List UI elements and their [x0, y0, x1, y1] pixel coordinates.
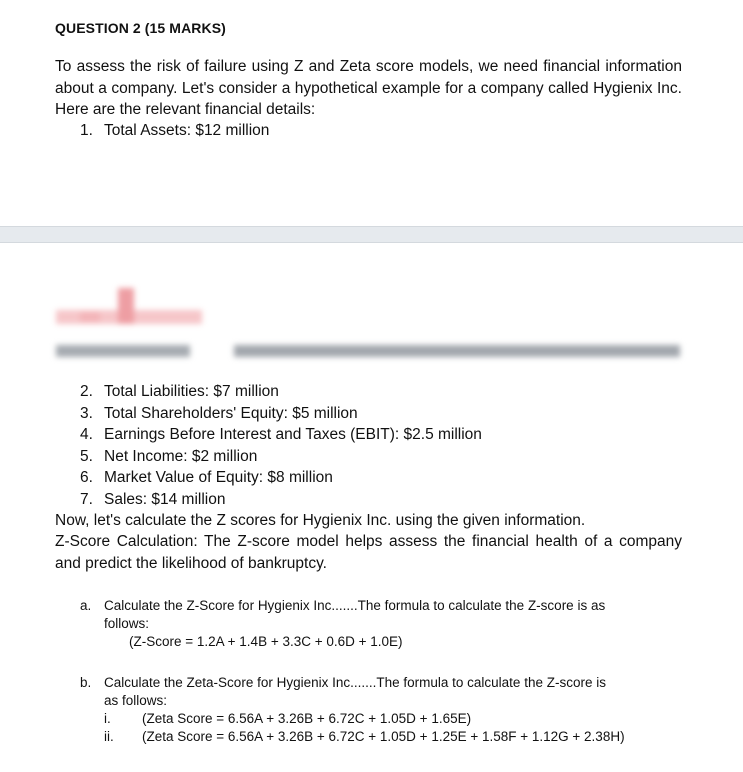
- list-number: 1.: [80, 122, 93, 139]
- list-item: [80, 467, 482, 489]
- list-item: [80, 120, 269, 142]
- question-heading: QUESTION 2 (15 MARKS): [55, 20, 226, 36]
- list-item: [80, 424, 482, 446]
- list-number: 4.: [80, 426, 93, 443]
- list-item: [80, 381, 482, 403]
- part-b-text: Calculate the Zeta-Score for Hygienix Inc.......The formula to calculate the Z-score is: [104, 675, 606, 690]
- zeta-formula: (Zeta Score = 6.56A + 3.26B + 6.72C + 1.05D + 1.25E + 1.58F + 1.12G + 2.38H): [142, 729, 625, 744]
- part-a-text: Calculate the Z-Score for Hygienix Inc.......The formula to calculate the Z-score is as: [104, 598, 606, 613]
- blurred-logo-image: [56, 282, 202, 330]
- blurred-text-right: [234, 345, 680, 357]
- roman-number: i.: [104, 711, 111, 726]
- list-text: Total Shareholders' Equity: $5 million: [104, 404, 358, 422]
- part-b: [80, 674, 700, 746]
- intro-paragraph: To assess the risk of failure using Z and Zeta score models, we need financial information about a company. Let's consider a hypothetical example for a company called Hygienix Inc. Here are the relevant financial details:: [55, 58, 682, 118]
- list-item: [80, 489, 482, 511]
- list-text: Total Assets: $12 million: [104, 122, 270, 139]
- zeta-formula-item: [80, 710, 700, 728]
- blurred-text-left: [56, 345, 190, 357]
- list-number: 5.: [80, 447, 93, 465]
- list-number: 6.: [80, 469, 93, 486]
- list-text: Sales: $14 million: [104, 490, 226, 508]
- part-a: [80, 597, 680, 651]
- page-separator: [0, 226, 743, 243]
- list-item: [80, 446, 482, 468]
- zscore-paragraph: Z-Score Calculation: The Z-score model helps assess the financial health of a company and predict the likelihood of bankruptcy.: [55, 533, 682, 572]
- part-letter: a.: [80, 598, 92, 613]
- zeta-formula-item: [80, 728, 700, 746]
- roman-number: ii.: [104, 729, 114, 744]
- list-text: Net Income: $2 million: [104, 447, 258, 465]
- zscore-formula: (Z-Score = 1.2A + 1.4B + 3.3C + 0.6D + 1.0E): [129, 634, 403, 649]
- list-item: [80, 403, 482, 425]
- list-text: Earnings Before Interest and Taxes (EBIT): $2.5 million: [104, 426, 482, 443]
- list-text: Total Liabilities: $7 million: [104, 383, 279, 400]
- financial-details-list: [80, 381, 482, 510]
- list-text: Market Value of Equity: $8 million: [104, 469, 333, 486]
- list-number: 7.: [80, 490, 93, 508]
- zeta-formula: (Zeta Score = 6.56A + 3.26B + 6.72C + 1.05D + 1.65E): [142, 711, 472, 726]
- part-letter: b.: [80, 675, 92, 690]
- calc-intro-text: Now, let's calculate the Z scores for Hygienix Inc. using the given information.: [55, 512, 586, 529]
- part-a-text-cont: follows:: [104, 616, 150, 631]
- list-number: 2.: [80, 383, 93, 400]
- part-b-text-cont: as follows:: [104, 693, 168, 708]
- list-number: 3.: [80, 404, 93, 422]
